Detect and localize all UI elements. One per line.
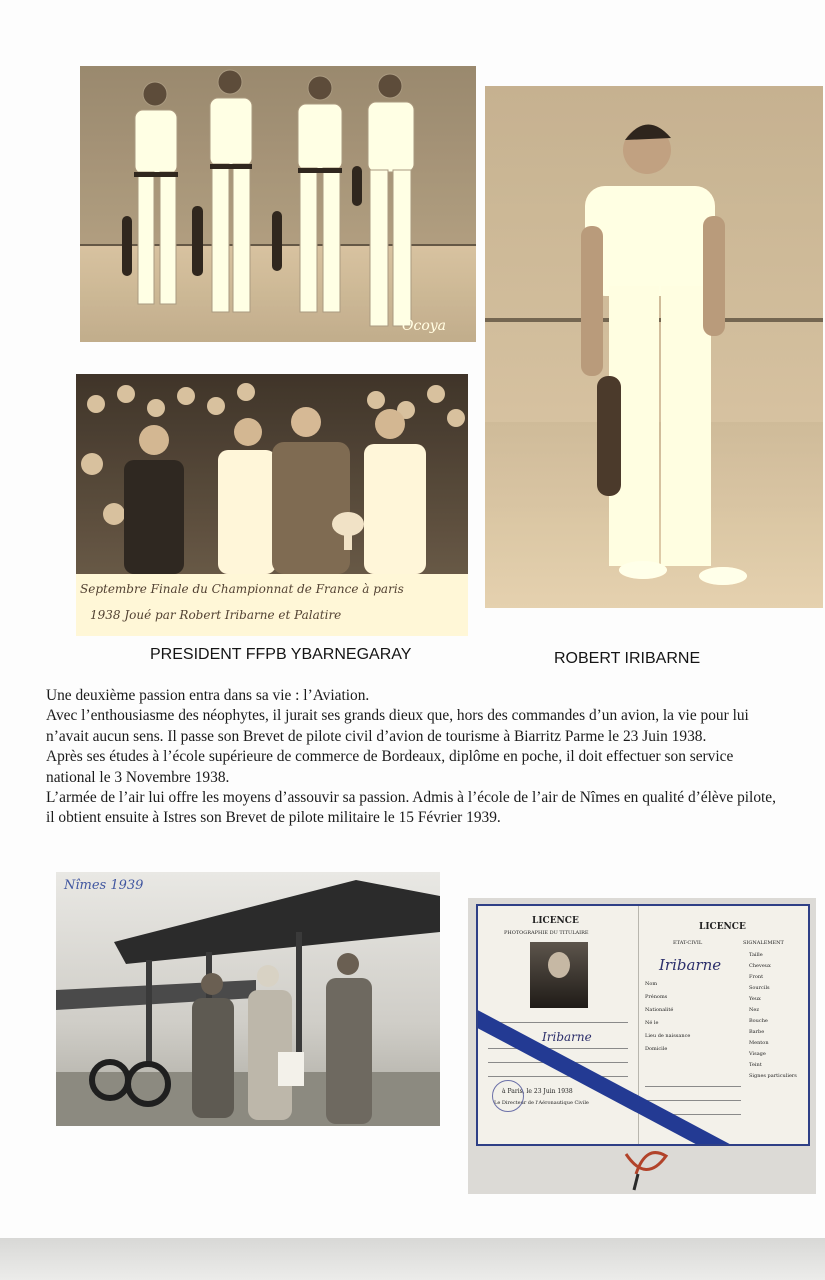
page-edge — [0, 1238, 825, 1280]
field-label-nez: Nez — [749, 1007, 759, 1013]
final-caption — [76, 574, 468, 636]
field-label-nationalite: Nationalité — [645, 1007, 674, 1013]
licence-photo-label: PHOTOGRAPHIE DU TITULAIRE — [504, 930, 589, 936]
photo-stamp: Ocoya — [402, 318, 447, 334]
licence-issuer: Le Directeur de l'Aéronautique Civile — [494, 1100, 589, 1106]
field-label-barbe: Barbe — [749, 1029, 765, 1035]
licence-signalement: SIGNALEMENT — [743, 940, 784, 946]
licence-stamp — [492, 1080, 524, 1112]
caption-president: PRESIDENT FFPB YBARNEGARAY — [150, 646, 412, 663]
licence-name-repeat: Iribarne — [542, 1030, 592, 1044]
licence-holder-name: Iribarne — [659, 956, 722, 974]
licence-cord — [616, 1144, 676, 1194]
field-label-menton: Menton — [749, 1040, 769, 1046]
paragraph-2: Avec l’enthousiasme des néophytes, il jurait ses grands dieux que, hors des commandes d’un avion, la vie pour lui n’avait aucun sens. Il passe son Brevet de pilote civil d’avion de tourisme à Biarritz Parme le 23 Juin 1938. — [46, 707, 749, 745]
biography-text — [46, 686, 782, 829]
player-figure — [485, 86, 823, 608]
field-label-bouche: Bouche — [749, 1018, 768, 1024]
team-figures — [80, 66, 476, 342]
licence-right-fields — [749, 950, 805, 1082]
field-label-yeux: Yeux — [749, 996, 761, 1002]
aviation-date-inscription: Nîmes 1939 — [64, 878, 144, 893]
licence-title-left: LICENCE — [532, 916, 579, 926]
caption-robert-iribarne: ROBERT IRIBARNE — [554, 650, 701, 667]
final-caption-line2: 1938 Joué par Robert Iribarne et Palatire — [90, 608, 342, 622]
photo-championship-final — [76, 374, 468, 636]
pilot-licence-photo — [468, 898, 816, 1194]
field-label-front: Front — [749, 974, 764, 980]
final-caption-line1: Septembre Finale du Championnat de France à paris — [80, 582, 404, 596]
field-label-lieu-naissance: Lieu de naissance — [645, 1033, 691, 1039]
field-label-taille: Taille — [749, 952, 763, 958]
paragraph-3: Après ses études à l’école supérieure de commerce de Bordeaux, diplôme en poche, il doit effectuer son service national le 3 Novembre 1938. — [46, 748, 734, 786]
licence-issued-at: à Paris, le 23 Juin 1938 — [502, 1088, 573, 1095]
field-label-signes: Signes particuliers — [749, 1073, 797, 1079]
photo-pelota-team — [80, 66, 476, 342]
licence-etat-civil: ETAT-CIVIL — [673, 940, 703, 946]
field-label-sourcils: Sourcils — [749, 985, 770, 991]
photo-robert-iribarne — [485, 86, 823, 608]
licence-title-right: LICENCE — [699, 922, 746, 932]
licence-left-fields — [645, 978, 733, 1056]
licence-holder-photo — [530, 942, 588, 1008]
field-label-teint: Teint — [749, 1062, 762, 1068]
licence-card — [476, 904, 810, 1146]
photo-aviators-biplane — [56, 872, 440, 1126]
field-label-ne-le: Né le — [645, 1020, 659, 1026]
paragraph-1: Une deuxième passion entra dans sa vie : l’Aviation. — [46, 687, 370, 704]
field-label-prenoms: Prénoms — [645, 994, 668, 1000]
crowd-figures — [76, 374, 468, 574]
paragraph-4: L’armée de l’air lui offre les moyens d’assouvir sa passion. Admis à l’école de l’air de Nîmes en qualité d’élève pilote, il obtient ensuite à Istres son Brevet de pilote militaire le 15 Février 1939. — [46, 789, 776, 827]
field-label-domicile: Domicile — [645, 1046, 668, 1052]
field-label-nom: Nom — [645, 981, 658, 987]
field-label-visage: Visage — [749, 1051, 766, 1057]
biplane-scene — [56, 872, 440, 1126]
field-label-cheveux: Cheveux — [749, 963, 771, 969]
